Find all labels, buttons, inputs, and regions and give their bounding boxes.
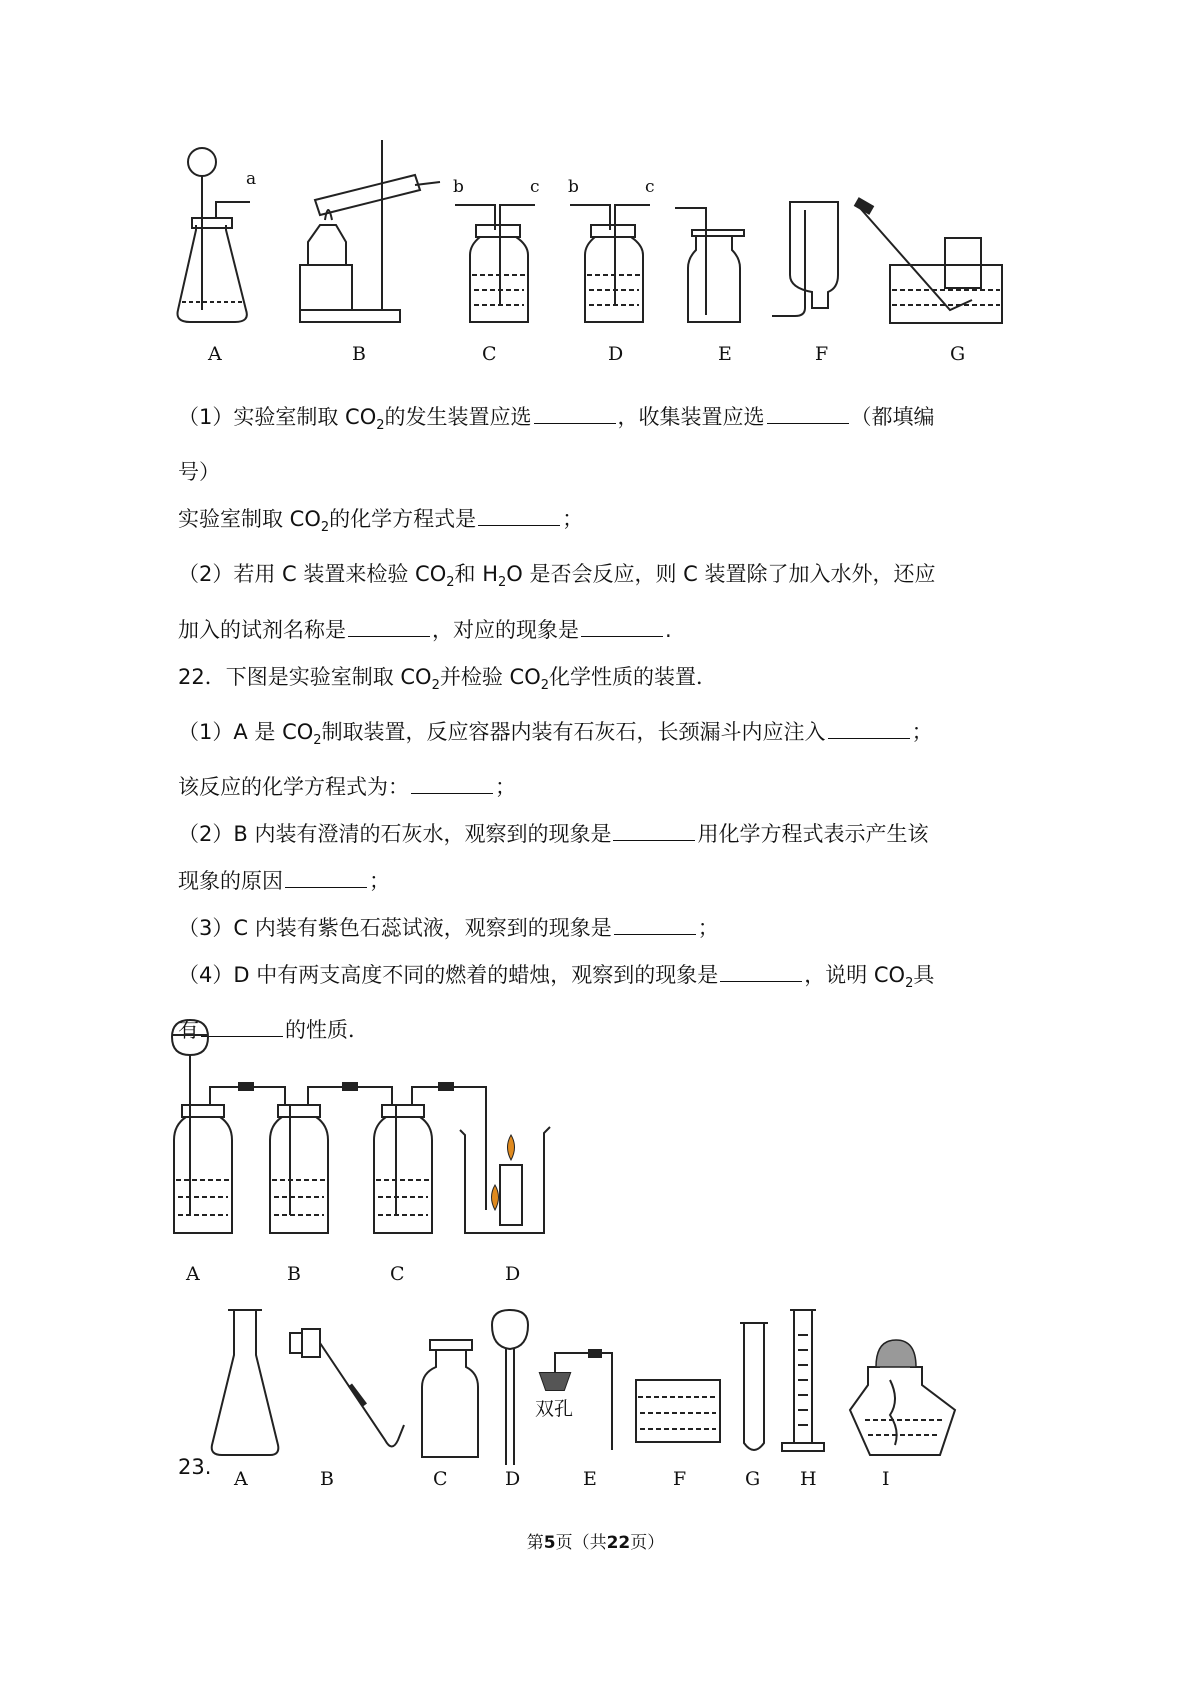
fig3-label-i: I	[882, 1468, 890, 1490]
fig2-label-a: A	[186, 1263, 200, 1285]
fig3-label-g: G	[745, 1468, 761, 1490]
q22-part-1: （1）A 是 $CO_2$制取装置，反应容器内装有石灰石，长颈漏斗内应注入 ；	[178, 719, 933, 748]
fig1-label-e: E	[718, 343, 732, 365]
port-c-label-c: c	[530, 177, 540, 197]
cylinder-h	[782, 1310, 824, 1451]
port-c-label-d: c	[645, 177, 655, 197]
q22-part-2-line-2: 现象的原因 ；	[178, 868, 390, 893]
q22-part-2: （2）B 内装有澄清的石灰水，观察到的现象是 用化学方程式表示产生该	[178, 821, 929, 846]
q22-title: 22．下图是实验室制取 $CO_2$并检验 $CO_2$化学性质的装置．	[178, 664, 718, 693]
apparatus-d	[570, 205, 650, 322]
page-footer: 第5页（共22页）	[526, 1533, 665, 1553]
blank[interactable]	[348, 616, 430, 637]
lamp-i	[850, 1367, 955, 1455]
port-b-label-c: b	[453, 177, 464, 197]
q21-line-4: （2）若用 C 装置来检验 $CO_2$和 $H_2O$ 是否会反应，则 C 装置除了加入水外，还应	[178, 562, 936, 591]
fig3-label-b: B	[320, 1468, 334, 1490]
apparatus-figure-3-svg	[200, 1305, 1030, 1500]
test-tube-g	[740, 1323, 768, 1450]
fig2-label-d: D	[505, 1263, 521, 1285]
q21-line-3: 实验室制取 $CO_2$的化学方程式是 ；	[178, 507, 584, 536]
fig3-label-a: A	[234, 1468, 248, 1490]
blank[interactable]	[613, 820, 695, 841]
blank[interactable]	[534, 403, 616, 424]
fig3-label-c: C	[433, 1468, 448, 1490]
q22-part-3: （3）C 内装有紫色石蕊试液，观察到的现象是 ；	[178, 915, 719, 940]
apparatus-figure-2	[160, 1015, 600, 1290]
fig3-label-d: D	[505, 1468, 521, 1490]
page-number: 5	[543, 1533, 556, 1553]
blank[interactable]	[828, 718, 910, 739]
fig1-label-a: A	[208, 343, 222, 365]
apparatus-c	[455, 205, 535, 322]
fig1-label-c: C	[482, 343, 497, 365]
fig2-label-b: B	[287, 1263, 301, 1285]
tube-b	[290, 1329, 404, 1447]
beaker-d	[460, 1127, 550, 1233]
fig3-label-h: H	[800, 1468, 817, 1490]
total-pages: 22	[606, 1533, 631, 1553]
trough-f	[636, 1380, 720, 1442]
fig2-label-c: C	[390, 1263, 405, 1285]
apparatus-b	[300, 140, 440, 322]
fig1-label-d: D	[608, 343, 624, 365]
port-a-label: a	[246, 169, 257, 189]
blank[interactable]	[478, 505, 560, 526]
q22-part-4-line-2: 有 的性质．	[178, 1018, 369, 1043]
candle-flames	[492, 1135, 515, 1210]
apparatus-e	[675, 208, 744, 322]
q22-part-4: （4）D 中有两支高度不同的燃着的蜡烛，观察到的现象是 ，说明 $CO_2$具	[178, 962, 935, 992]
bottle-c-fig3	[422, 1340, 478, 1457]
fig3-label-f: F	[673, 1468, 687, 1490]
port-b-label-d: b	[568, 177, 579, 197]
blank[interactable]	[767, 403, 849, 424]
double-hole-label: 双孔	[535, 1398, 574, 1420]
apparatus-figure-3	[200, 1305, 1030, 1500]
apparatus-figure-2-svg	[160, 1015, 600, 1290]
fig1-label-g: G	[950, 343, 966, 365]
blank[interactable]	[581, 616, 663, 637]
blank[interactable]	[411, 773, 493, 794]
fig1-label-b: B	[352, 343, 366, 365]
apparatus-a	[178, 148, 251, 322]
blank[interactable]	[720, 961, 802, 982]
q23-number: 23.	[178, 1455, 212, 1479]
q21-line-5: 加入的试剂名称是 ，对应的现象是 .	[178, 617, 672, 642]
fig1-label-f: F	[815, 343, 829, 365]
apparatus-g	[855, 199, 1002, 323]
question-text	[178, 394, 1038, 1054]
funnel-d	[492, 1310, 528, 1465]
apparatus-f	[772, 202, 838, 316]
apparatus-figure-1	[160, 130, 1060, 370]
blank[interactable]	[614, 914, 696, 935]
fig3-label-e: E	[583, 1468, 597, 1490]
q22-part-1-line-2: 该反应的化学方程式为： ；	[178, 774, 516, 799]
q21-line-2: 号）	[178, 460, 220, 485]
apparatus-figure-1-svg	[160, 130, 1060, 370]
bottle-c	[374, 1087, 486, 1233]
blank[interactable]	[285, 867, 367, 888]
flask-a	[212, 1310, 279, 1455]
q21-line-1: （1）实验室制取 $CO_2$的发生装置应选 ，收集装置应选 （都填编	[178, 405, 935, 434]
